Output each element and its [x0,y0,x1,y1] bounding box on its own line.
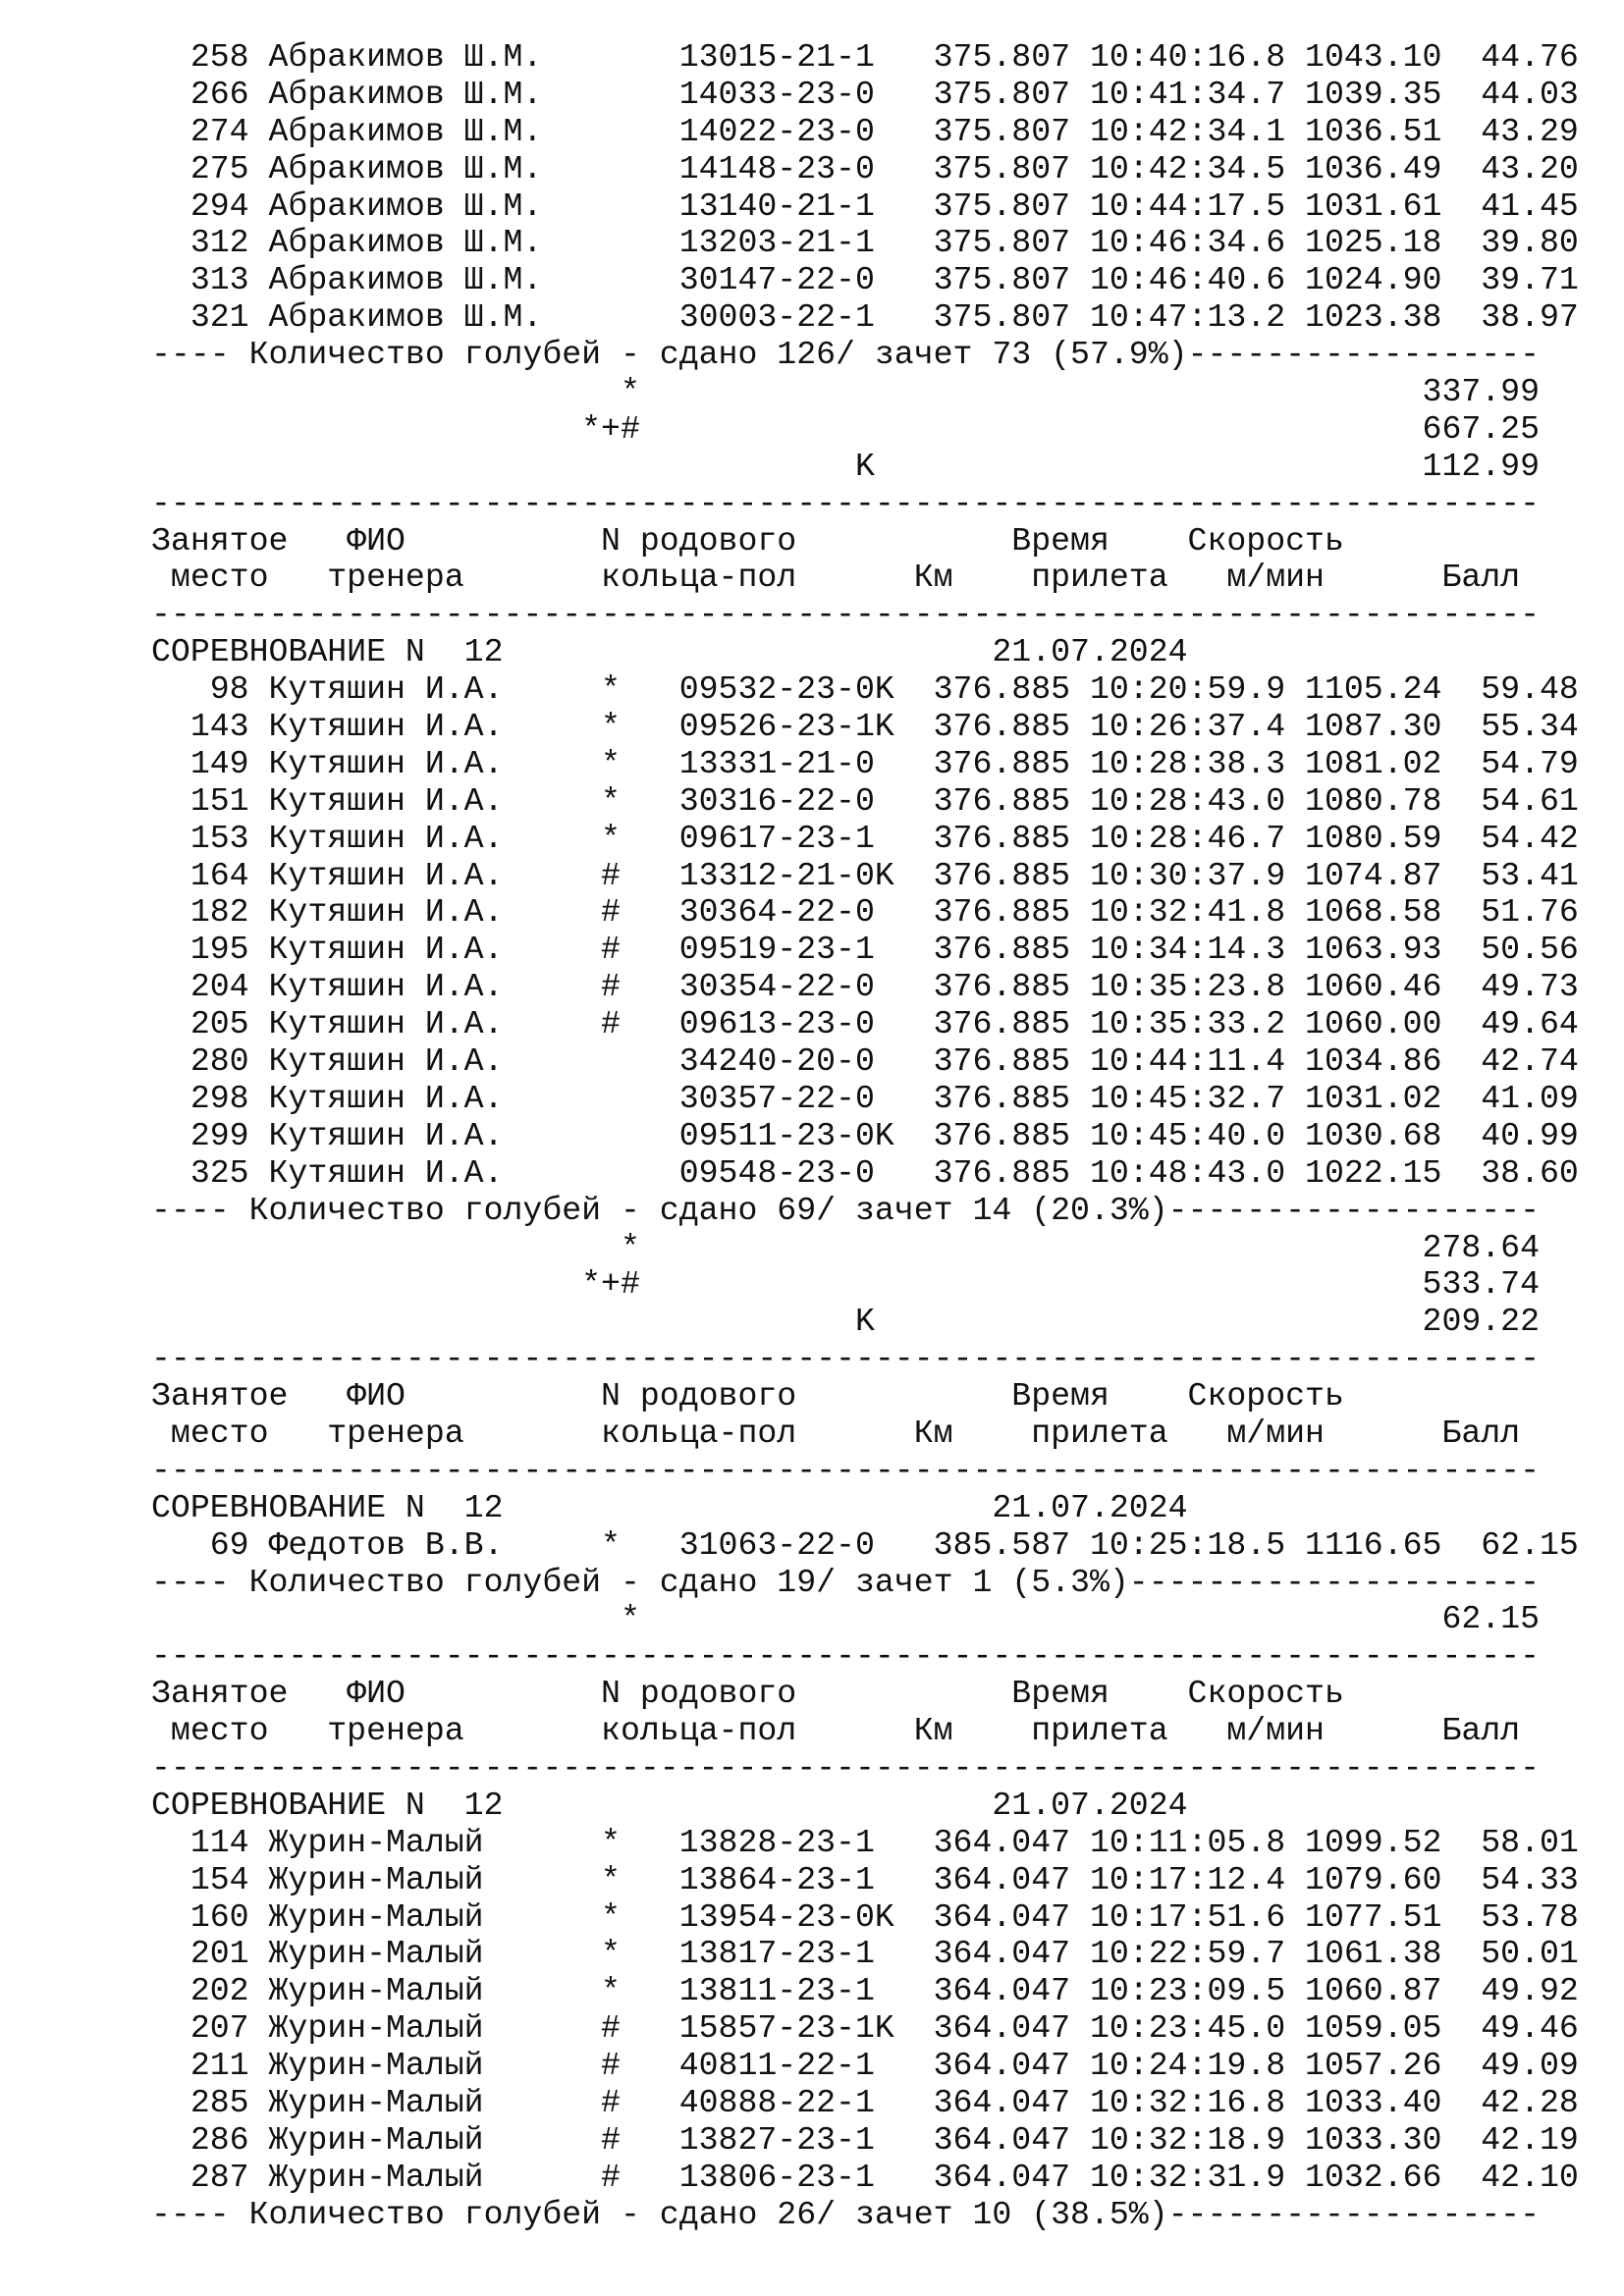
printout-line: 207 Журин-Малый # 15857-23-1K 364.047 10:23:45.0 1059.05 49.46 [151,2009,1579,2048]
printout-line: 154 Журин-Малый * 13864-23-1 364.047 10:17:12.4 1079.60 54.33 [151,1860,1579,1898]
printout-line: 69 Федотов В.В. * 31063-22-0 385.587 10:25:18.5 1116.65 62.15 [151,1525,1579,1564]
printout-line: ---- Количество голубей - сдано 26/ зачет 10 (38.5%)------------------- [151,2195,1541,2233]
printout-line: 98 Кутяшин И.А. * 09532-23-0K 376.885 10:20:59.9 1105.24 59.48 [151,670,1579,709]
printout-line: 286 Журин-Малый # 13827-23-1 364.047 10:32:18.9 1033.30 42.19 [151,2120,1579,2159]
printout-line: 143 Кутяшин И.А. * 09526-23-1K 376.885 10:26:37.4 1087.30 55.34 [151,708,1579,746]
printout-line: 258 Абракимов Ш.М. 13015-21-1 375.807 10:40:16.8 1043.10 44.76 [151,38,1579,76]
printout-line: 313 Абракимов Ш.М. 30147-22-0 375.807 10:46:40.6 1024.90 39.71 [151,261,1579,299]
printout-line: 204 Кутяшин И.А. # 30354-22-0 376.885 10:35:23.8 1060.46 49.73 [151,968,1579,1006]
printout-line: 205 Кутяшин И.А. # 09613-23-0 376.885 10:35:33.2 1060.00 49.64 [151,1005,1579,1043]
printout-line: Занятое ФИО N родового Время Скорость [151,1377,1344,1415]
printout-line: Занятое ФИО N родового Время Скорость [151,521,1344,560]
printout-line: * 62.15 [151,1600,1541,1638]
printout-line: 153 Кутяшин И.А. * 09617-23-1 376.885 10:28:46.7 1080.59 54.42 [151,819,1579,857]
printout-line: 160 Журин-Малый * 13954-23-0K 364.047 10:17:51.6 1077.51 53.78 [151,1897,1579,1936]
printout-line: место тренера кольца-пол Км прилета м/мин Балл [151,1712,1521,1750]
printout-line: 321 Абракимов Ш.М. 30003-22-1 375.807 10:47:13.2 1023.38 38.97 [151,298,1579,337]
results-printout [151,39,1579,2234]
printout-line: ----------------------------------------------------------------------- [151,484,1541,522]
printout-line: 299 Кутяшин И.А. 09511-23-0K 376.885 10:45:40.0 1030.68 40.99 [151,1116,1579,1154]
printout-line: 274 Абракимов Ш.М. 14022-23-0 375.807 10:42:34.1 1036.51 43.29 [151,112,1579,150]
printout-line: 266 Абракимов Ш.М. 14033-23-0 375.807 10:41:34.7 1039.35 44.03 [151,75,1579,113]
printout-line: ---- Количество голубей - сдано 126/ зачет 73 (57.9%)------------------ [151,336,1541,374]
printout-line: *+# 533.74 [151,1265,1541,1304]
printout-line: 202 Журин-Малый * 13811-23-1 364.047 10:23:09.5 1060.87 49.92 [151,1972,1579,2010]
printout-line: ----------------------------------------------------------------------- [151,596,1541,634]
printout-line: ----------------------------------------------------------------------- [151,1340,1541,1378]
printout-line: *+# 667.25 [151,409,1541,448]
printout-line: 312 Абракимов Ш.М. 13203-21-1 375.807 10:46:34.6 1025.18 39.80 [151,224,1579,262]
printout-line: * 278.64 [151,1228,1541,1266]
printout-line: 151 Кутяшин И.А. * 30316-22-0 376.885 10:28:43.0 1080.78 54.61 [151,781,1579,820]
printout-line: 195 Кутяшин И.А. # 09519-23-1 376.885 10:34:14.3 1063.93 50.56 [151,931,1579,969]
printout-line: 164 Кутяшин И.А. # 13312-21-0K 376.885 10:30:37.9 1074.87 53.41 [151,856,1579,894]
printout-line: 201 Журин-Малый * 13817-23-1 364.047 10:22:59.7 1061.38 50.01 [151,1935,1579,1973]
printout-line: * 337.99 [151,373,1541,411]
printout-line: ----------------------------------------------------------------------- [151,1451,1541,1489]
printout-line: 211 Журин-Малый # 40811-22-1 364.047 10:24:19.8 1057.26 49.09 [151,2047,1579,2085]
printout-line: 287 Журин-Малый # 13806-23-1 364.047 10:32:31.9 1032.66 42.10 [151,2158,1579,2196]
printout-line: 275 Абракимов Ш.М. 14148-23-0 375.807 10:42:34.5 1036.49 43.20 [151,149,1579,187]
printout-line: СОРЕВНОВАНИЕ N 12 21.07.2024 [151,1786,1188,1824]
printout-line: 114 Журин-Малый * 13828-23-1 364.047 10:11:05.8 1099.52 58.01 [151,1823,1579,1861]
printout-line: ---- Количество голубей - сдано 69/ зачет 14 (20.3%)------------------- [151,1191,1541,1229]
printout-line: ---- Количество голубей - сдано 19/ зачет 1 (5.3%)--------------------- [151,1563,1541,1601]
printout-line: 280 Кутяшин И.А. 34240-20-0 376.885 10:44:11.4 1034.86 42.74 [151,1042,1579,1081]
printout-line: 325 Кутяшин И.А. 09548-23-0 376.885 10:48:43.0 1022.15 38.60 [151,1153,1579,1192]
printout-line: Занятое ФИО N родового Время Скорость [151,1675,1344,1713]
printout-line: 285 Журин-Малый # 40888-22-1 364.047 10:32:16.8 1033.40 42.28 [151,2083,1579,2121]
printout-line: 294 Абракимов Ш.М. 13140-21-1 375.807 10:44:17.5 1031.61 41.45 [151,187,1579,225]
printout-line: 298 Кутяшин И.А. 30357-22-0 376.885 10:45:32.7 1031.02 41.09 [151,1079,1579,1117]
printout-line: ----------------------------------------------------------------------- [151,1637,1541,1676]
printout-line: место тренера кольца-пол Км прилета м/мин Балл [151,559,1521,597]
printout-line: СОРЕВНОВАНИЕ N 12 21.07.2024 [151,1488,1188,1526]
printout-line: 149 Кутяшин И.А. * 13331-21-0 376.885 10:28:38.3 1081.02 54.79 [151,744,1579,782]
printout-line: K 112.99 [151,447,1541,485]
printout-line: место тренера кольца-пол Км прилета м/мин Балл [151,1414,1521,1452]
printout-line: СОРЕВНОВАНИЕ N 12 21.07.2024 [151,633,1188,671]
printout-line: K 209.22 [151,1303,1541,1341]
printout-line: 182 Кутяшин И.А. # 30364-22-0 376.885 10:32:41.8 1068.58 51.76 [151,893,1579,932]
printout-line: ----------------------------------------------------------------------- [151,1748,1541,1787]
